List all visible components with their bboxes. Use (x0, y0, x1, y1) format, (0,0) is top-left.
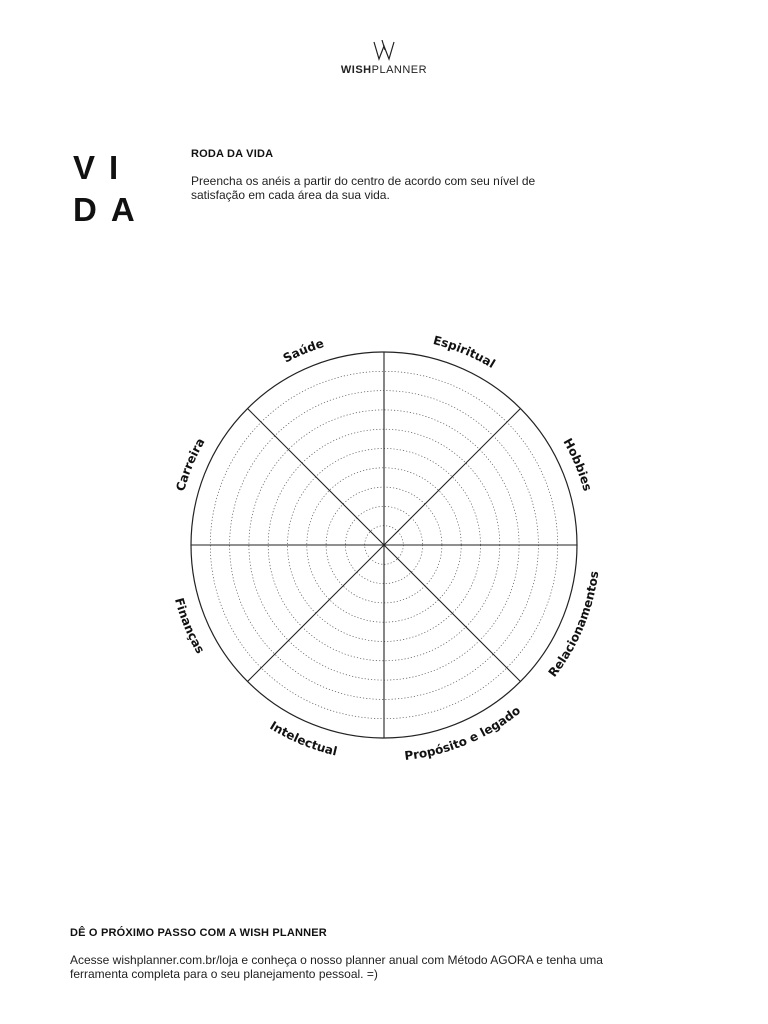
footer-description: Acesse wishplanner.com.br/loja e conheça o nosso planner anual com Método AGORA e tenha uma ferramenta completa para o seu planejamento pessoal. =) (70, 953, 603, 981)
wheel-label (281, 336, 326, 365)
wheel-label (546, 570, 602, 679)
wheel-label (560, 436, 594, 493)
wheel-label-text: Intelectual (267, 718, 339, 759)
wheel-label-text: Propósito e legado (403, 703, 524, 763)
wheel-label-text: Espiritual (431, 333, 498, 371)
footer-title: DÊ O PRÓXIMO PASSO COM A WISH PLANNER (70, 927, 327, 939)
brand-name-bold: WISH (340, 64, 372, 76)
wheel-label-text: Finanças (172, 596, 208, 656)
wheel-label (172, 596, 207, 656)
wheel-label-text: Relacionamentos (545, 570, 602, 680)
wheel-spoke (248, 409, 384, 545)
wheel-spoke (384, 545, 520, 681)
wheel-label (404, 703, 523, 763)
section-title: RODA DA VIDA (191, 148, 274, 160)
wheel-spokes (191, 352, 577, 738)
wheel-label-text: Carreira (173, 435, 208, 493)
section-description: Preencha os anéis a partir do centro de acordo com seu nível de satisfação em cada área da sua vida. (191, 174, 536, 202)
wheel-spoke (384, 409, 520, 545)
wheel-label (432, 333, 498, 371)
wheel-spoke (248, 545, 384, 681)
wheel-label-text: Hobbies (560, 435, 595, 493)
wheel-label (267, 718, 338, 758)
wheel-label (173, 436, 207, 493)
page-title-line-2: DA (73, 191, 149, 228)
wheel-label-text: Saúde (280, 336, 326, 366)
page-title-line-1: VI (73, 149, 133, 186)
brand-name-light: PLANNER (371, 64, 428, 76)
